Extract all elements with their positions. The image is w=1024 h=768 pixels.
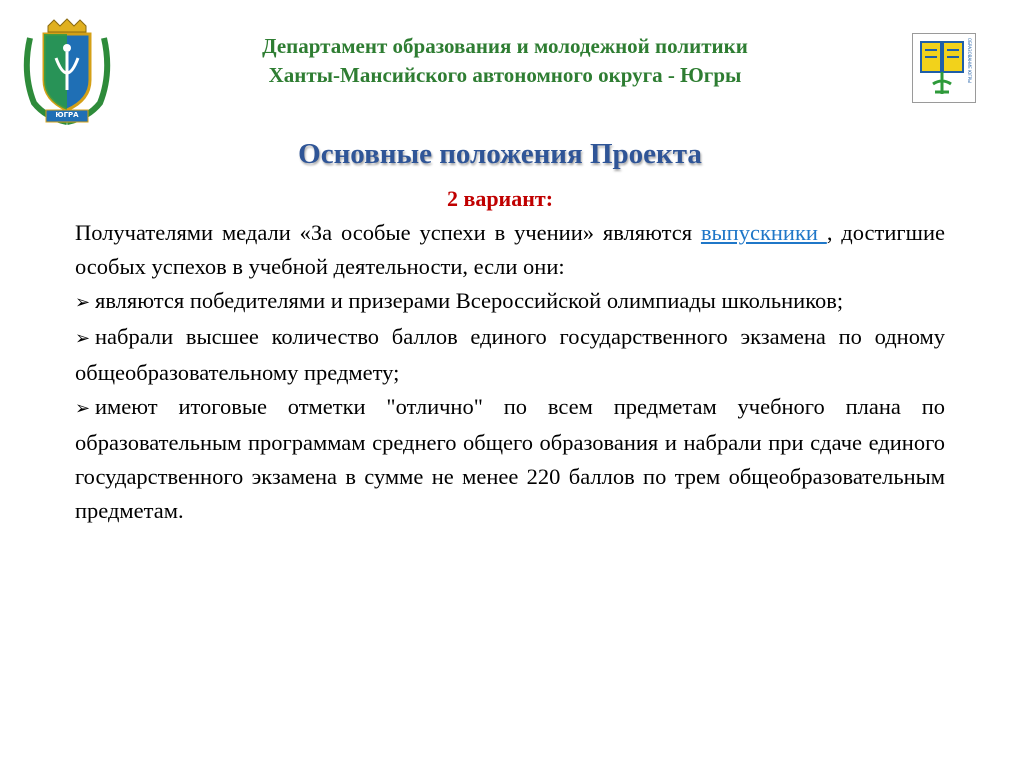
department-header <box>140 32 870 90</box>
arrow-bullet-icon: ➢ <box>75 398 91 419</box>
arrow-bullet-icon: ➢ <box>75 328 91 349</box>
coat-of-arms-banner-text: ЮГРА <box>55 111 79 119</box>
slide-title: Основные положения Проекта <box>298 138 702 170</box>
intro-text-before: Получателями медали «За особые успехи в учении» являются <box>75 220 701 245</box>
intro-text-after: , достигшие особых успехов в учебной деятельности, если они: <box>75 220 946 279</box>
list-item <box>75 284 945 320</box>
list-item <box>75 320 945 390</box>
header-line-1: Департамент образования и молодежной политики <box>262 34 748 58</box>
header-line-2: Ханты-Мансийского автономного округа - Югры <box>268 63 742 87</box>
list-item <box>75 390 945 528</box>
list-item-text: являются победителями и призерами Всероссийской олимпиады школьников; <box>95 288 844 313</box>
variant-label: 2 вариант: <box>446 186 554 211</box>
list-item-text: набрали высшее количество баллов единого государственного экзамена по одному общеобразовательному предмету; <box>75 324 945 385</box>
graduates-link[interactable]: выпускники <box>700 220 827 245</box>
slide-body <box>75 216 945 528</box>
arrow-bullet-icon: ➢ <box>75 292 91 313</box>
list-item-text: имеют итоговые отметки "отлично" по всем предметам учебного плана по образовательным программам среднего общего образования и набрали при сдаче единого государственного экзамена в сумме не менее 220 баллов по трем общеобразовательным предметам. <box>75 394 945 523</box>
education-logo-side-text: ОБРАЗОВАНИЕ ЮГРЫ <box>967 38 972 83</box>
intro-paragraph <box>75 216 945 284</box>
